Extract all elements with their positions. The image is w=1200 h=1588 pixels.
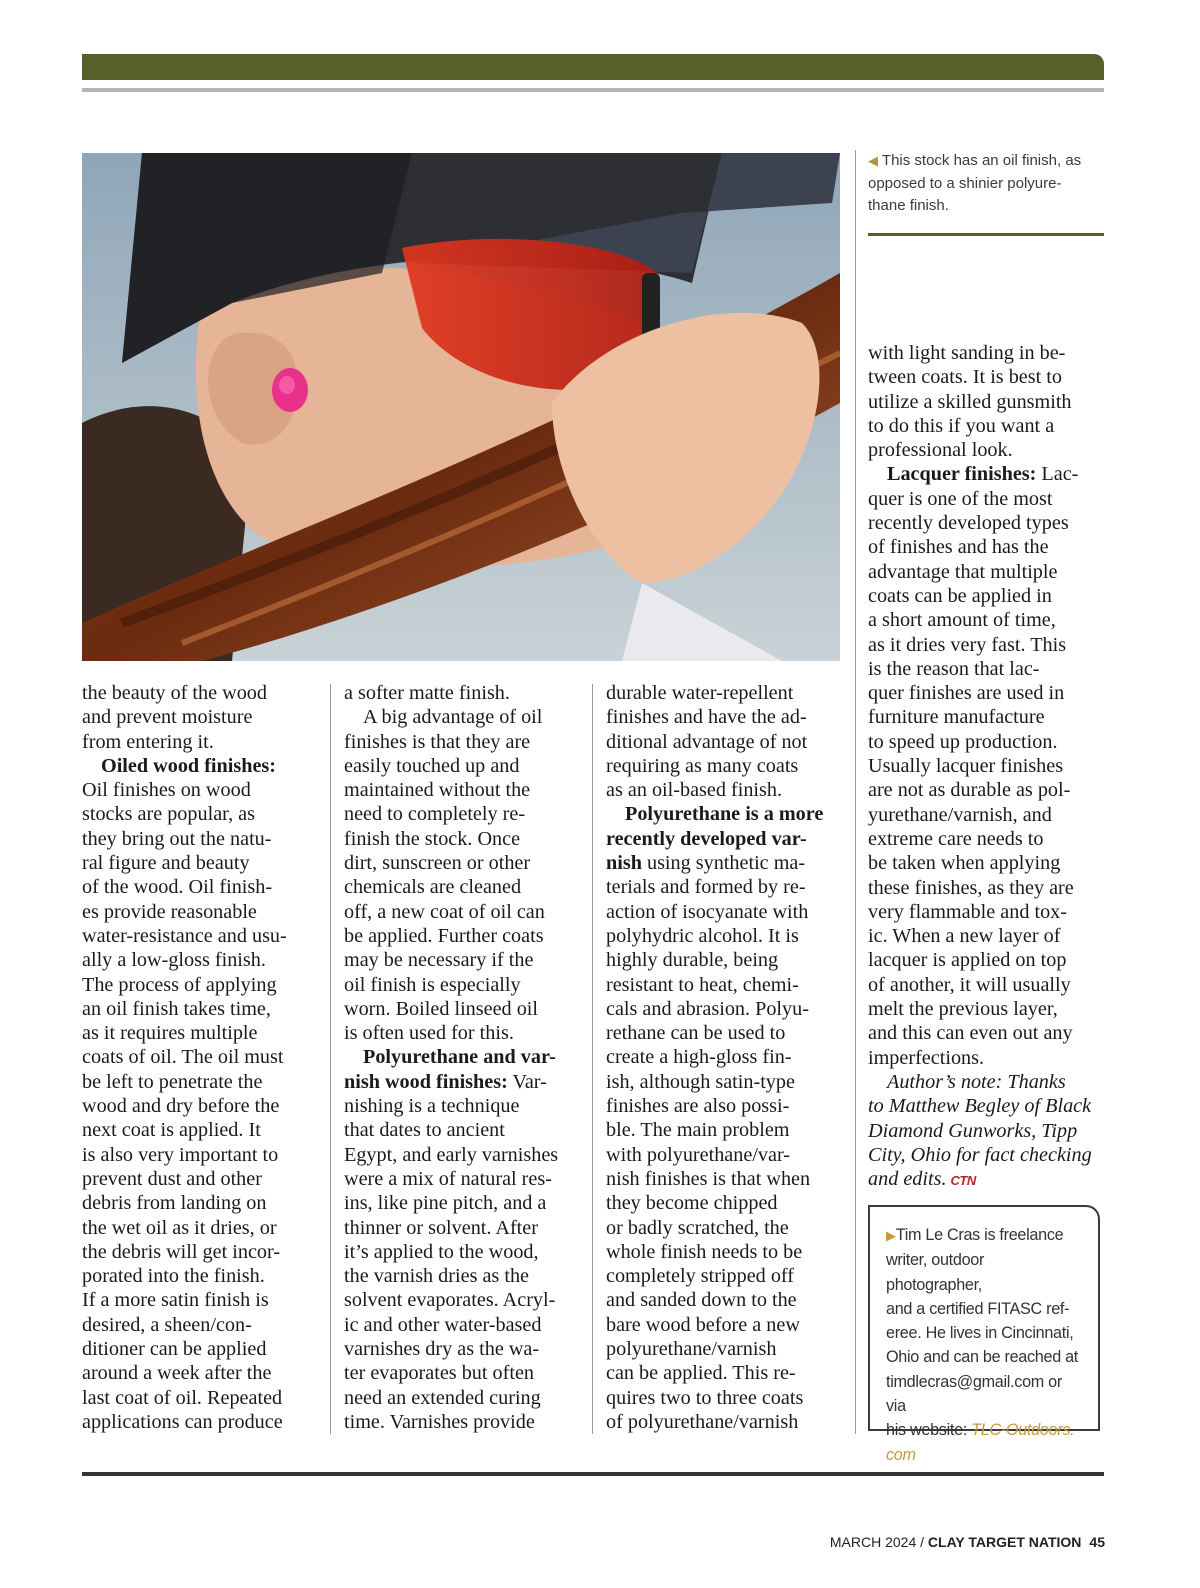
text-line: action of isocyanate with <box>606 900 809 923</box>
text-line: The process of applying <box>82 973 277 996</box>
text-line: finishes are also possi- <box>606 1095 790 1118</box>
text-line: bare wood before a new <box>606 1313 800 1336</box>
text-line: worn. Boiled linseed oil <box>344 997 538 1020</box>
column-divider <box>330 684 331 1434</box>
text-line: as it requires multiple <box>82 1022 258 1045</box>
text-line: or badly scratched, the <box>606 1216 789 1239</box>
text-line: need an extended curing <box>344 1386 541 1409</box>
text-line: resistant to heat, chemi- <box>606 973 799 996</box>
text-line: applications can produce <box>82 1410 283 1433</box>
text-line: ter evaporates but often <box>344 1362 535 1385</box>
text-line: may be necessary if the <box>344 949 534 972</box>
text-line: chemicals are cleaned <box>344 876 522 899</box>
text-line: ble. The main problem <box>606 1119 790 1142</box>
bio-arrow-icon: ▶ <box>886 1228 896 1243</box>
paragraph <box>868 341 1108 462</box>
text-line: to do this if you want a <box>868 414 1055 437</box>
paragraph <box>344 681 584 705</box>
article-photo <box>82 153 840 661</box>
text-line: of finishes and has the <box>868 536 1049 559</box>
text-line: Egypt, and early varnishes <box>344 1143 559 1166</box>
text-line: of another, it will usually <box>868 973 1071 996</box>
text-line: polyurethane/varnish <box>606 1338 777 1361</box>
article-column-1 <box>82 681 322 1434</box>
text-line: ic. When a new layer of <box>868 925 1061 948</box>
article-column-3 <box>606 681 846 1434</box>
bio-line: timdlecras@gmail.com or via <box>886 1372 1062 1416</box>
text-line: furniture manufacture <box>868 706 1045 729</box>
text-line: be taken when applying <box>868 852 1061 875</box>
text-line: ditional advantage of not <box>606 730 808 753</box>
text-line: water-resistance and usu- <box>82 924 287 947</box>
bio-line: Tim Le Cras is freelance <box>895 1226 1064 1244</box>
text-line: ins, like pine pitch, and a <box>344 1192 547 1215</box>
text-line: the debris will get incor- <box>82 1240 281 1263</box>
paragraph <box>606 802 846 1434</box>
subhead-lacquer-finishes: Lacquer finishes: <box>887 463 1037 486</box>
bio-line: and a certified FITASC ref- <box>886 1299 1070 1318</box>
text-line: that dates to ancient <box>344 1119 505 1142</box>
text-line: and prevent moisture <box>82 706 253 729</box>
text-line: quer is one of the most <box>868 487 1053 510</box>
text-line: ally a low-gloss finish. <box>82 949 266 972</box>
text-line: durable water-repellent <box>606 682 794 704</box>
text-line: City, Ohio for fact checking <box>868 1143 1092 1166</box>
text-line: they become chipped <box>606 1192 778 1215</box>
text-line: and this can even out any <box>868 1022 1073 1045</box>
text-line: finishes is that they are <box>344 730 531 753</box>
text-line: nish finishes is that when <box>606 1167 811 1190</box>
text-line: utilize a skilled gunsmith <box>868 390 1072 413</box>
subhead-polyurethane: nish <box>606 852 642 875</box>
text-line: ish, although satin-type <box>606 1070 795 1093</box>
text-line: time. Varnishes provide <box>344 1410 535 1433</box>
subhead-polyurethane-varnish: Polyurethane and var- <box>363 1046 556 1069</box>
text-line: nishing is a technique <box>344 1095 520 1118</box>
paragraph <box>606 681 846 802</box>
text-line: is the reason that lac- <box>868 657 1040 680</box>
text-line: a softer matte finish. <box>344 682 510 704</box>
text-line: es provide reasonable <box>82 900 257 923</box>
subhead-polyurethane: Polyurethane is a more <box>625 803 824 826</box>
paragraph <box>82 681 322 754</box>
text-line: with light sanding in be- <box>868 342 1066 364</box>
text-line: melt the previous layer, <box>868 998 1058 1021</box>
bio-line: his website: <box>886 1421 972 1440</box>
bio-line: eree. He lives in Cincinnati, <box>886 1324 1074 1343</box>
text-line: quer finishes are used in <box>868 682 1065 705</box>
text-line: A big advantage of oil <box>363 706 543 729</box>
text-fragment: using synthetic ma- <box>641 852 806 875</box>
text-line: are not as durable as pol- <box>868 779 1071 802</box>
text-line: coats can be applied in <box>868 584 1052 607</box>
text-line: as it dries very fast. This <box>868 633 1067 656</box>
magazine-name: CLAY TARGET NATION <box>927 1534 1082 1550</box>
text-line: terials and formed by re- <box>606 876 806 899</box>
text-line: If a more satin finish is <box>82 1289 269 1312</box>
bio-line: Ohio and can be reached at <box>886 1348 1078 1367</box>
text-line: tween coats. It is best to <box>868 366 1062 389</box>
text-line: create a high-gloss fin- <box>606 1046 792 1069</box>
text-line: the beauty of the wood <box>82 682 267 704</box>
text-line: Diamond Gunworks, Tipp <box>868 1119 1078 1142</box>
text-line: solvent evaporates. Acryl- <box>344 1289 556 1312</box>
authors-note <box>868 1070 1108 1193</box>
text-line: desired, a sheen/con- <box>82 1313 252 1336</box>
page-number: 45 <box>1089 1534 1105 1550</box>
text-line: of polyurethane/varnish <box>606 1410 799 1433</box>
text-line: Oil finishes on wood <box>82 779 251 802</box>
subhead-polyurethane-varnish: nish wood finishes: <box>344 1070 508 1093</box>
text-line: need to completely re- <box>344 803 526 826</box>
column-divider <box>855 150 856 1434</box>
text-line: is often used for this. <box>344 1022 514 1045</box>
caption-arrow-icon: ◀ <box>868 153 878 168</box>
text-line: ditioner can be applied <box>82 1338 267 1361</box>
article-column-2 <box>344 681 584 1434</box>
text-line: they bring out the natu- <box>82 827 272 850</box>
text-line: an oil finish takes time, <box>82 997 271 1020</box>
text-line: porated into the finish. <box>82 1265 265 1288</box>
text-line: be left to penetrate the <box>82 1070 263 1093</box>
text-line: easily touched up and <box>344 754 520 777</box>
text-line: rethane can be used to <box>606 1022 786 1045</box>
website-link[interactable]: com <box>886 1445 916 1464</box>
paragraph <box>344 1045 584 1434</box>
text-line: off, a new coat of oil can <box>344 900 545 923</box>
author-bio-box <box>868 1205 1100 1464</box>
website-link[interactable]: TLC-Outdoors. <box>971 1421 1075 1440</box>
text-line: very flammable and tox- <box>868 900 1067 923</box>
text-line: whole finish needs to be <box>606 1240 803 1263</box>
text-fragment: Lac- <box>1036 463 1079 486</box>
photo-shooter-icon <box>82 153 840 661</box>
text-line: requiring as many coats <box>606 754 799 777</box>
subhead-polyurethane: recently developed var- <box>606 827 807 850</box>
text-line: recently developed types <box>868 512 1069 535</box>
text-line: it’s applied to the wood, <box>344 1240 539 1263</box>
text-line: is also very important to <box>82 1143 279 1166</box>
text-line: can be applied. This re- <box>606 1362 796 1385</box>
text-line: wood and dry before the <box>82 1095 280 1118</box>
text-line: oil finish is especially <box>344 973 521 996</box>
text-line: last coat of oil. Repeated <box>82 1386 283 1409</box>
caption-line: thane finish. <box>868 197 949 214</box>
ctn-logo-icon: CTN <box>950 1173 976 1189</box>
header-bar <box>82 54 1104 80</box>
text-line: imperfections. <box>868 1046 985 1069</box>
subhead-oiled-finishes: Oiled wood finishes: <box>101 754 276 777</box>
caption-line: opposed to a shinier polyure- <box>868 174 1062 192</box>
text-line: cals and abrasion. Polyu- <box>606 997 809 1020</box>
text-line: next coat is applied. It <box>82 1119 261 1142</box>
text-line: dirt, sunscreen or other <box>344 852 531 875</box>
text-line: stocks are popular, as <box>82 803 255 826</box>
text-line: highly durable, being <box>606 949 779 972</box>
text-line: lacquer is applied on top <box>868 949 1067 972</box>
text-line: yurethane/varnish, and <box>868 803 1052 826</box>
text-fragment: Var- <box>507 1070 547 1093</box>
bio-line: writer, outdoor photographer, <box>886 1251 985 1294</box>
text-line: debris from landing on <box>82 1192 267 1215</box>
text-line: Author’s note: Thanks <box>887 1070 1066 1093</box>
text-line: quires two to three coats <box>606 1386 804 1409</box>
text-line: around a week after the <box>82 1362 272 1385</box>
text-line: extreme care needs to <box>868 827 1044 850</box>
caption-rule <box>868 233 1104 236</box>
text-line: with polyurethane/var- <box>606 1143 791 1166</box>
text-line: professional look. <box>868 439 1013 462</box>
text-line: maintained without the <box>344 779 531 802</box>
text-line: the wet oil as it dries, or <box>82 1216 277 1239</box>
text-line: these finishes, as they are <box>868 876 1074 899</box>
text-line: varnishes dry as the wa- <box>344 1338 540 1361</box>
issue-date: MARCH 2024 / <box>829 1534 928 1550</box>
text-line: and sanded down to the <box>606 1289 797 1312</box>
text-line: ic and other water-based <box>344 1313 542 1336</box>
text-line: the varnish dries as the <box>344 1265 529 1288</box>
paragraph <box>82 754 322 1434</box>
text-line: ral figure and beauty <box>82 852 250 875</box>
text-line: finish the stock. Once <box>344 827 521 850</box>
text-line: a short amount of time, <box>868 609 1056 632</box>
text-line: were a mix of natural res- <box>344 1167 552 1190</box>
text-line: polyhydric alcohol. It is <box>606 924 799 947</box>
text-line: from entering it. <box>82 730 214 753</box>
column-divider <box>592 684 593 1434</box>
caption-line: This stock has an oil finish, as <box>881 152 1082 169</box>
text-line: thinner or solvent. After <box>344 1216 538 1239</box>
paragraph <box>344 705 584 1045</box>
text-line: completely stripped off <box>606 1265 794 1288</box>
page-footer <box>830 1534 1105 1550</box>
header-rule <box>82 88 1104 92</box>
text-line: of the wood. Oil finish- <box>82 876 273 899</box>
text-line: advantage that multiple <box>868 560 1058 583</box>
photo-caption <box>868 150 1104 218</box>
footer-rule <box>82 1472 1104 1476</box>
text-line: and edits. <box>868 1168 947 1191</box>
text-line: coats of oil. The oil must <box>82 1046 284 1069</box>
article-column-4 <box>868 341 1108 1193</box>
text-line: as an oil-based finish. <box>606 779 783 802</box>
text-line: to speed up production. <box>868 730 1058 753</box>
text-line: to Matthew Begley of Black <box>868 1095 1092 1118</box>
text-line: prevent dust and other <box>82 1167 262 1190</box>
text-line: Usually lacquer finishes <box>868 755 1064 778</box>
paragraph <box>868 462 1108 1069</box>
text-line: finishes and have the ad- <box>606 706 807 729</box>
text-line: be applied. Further coats <box>344 924 544 947</box>
